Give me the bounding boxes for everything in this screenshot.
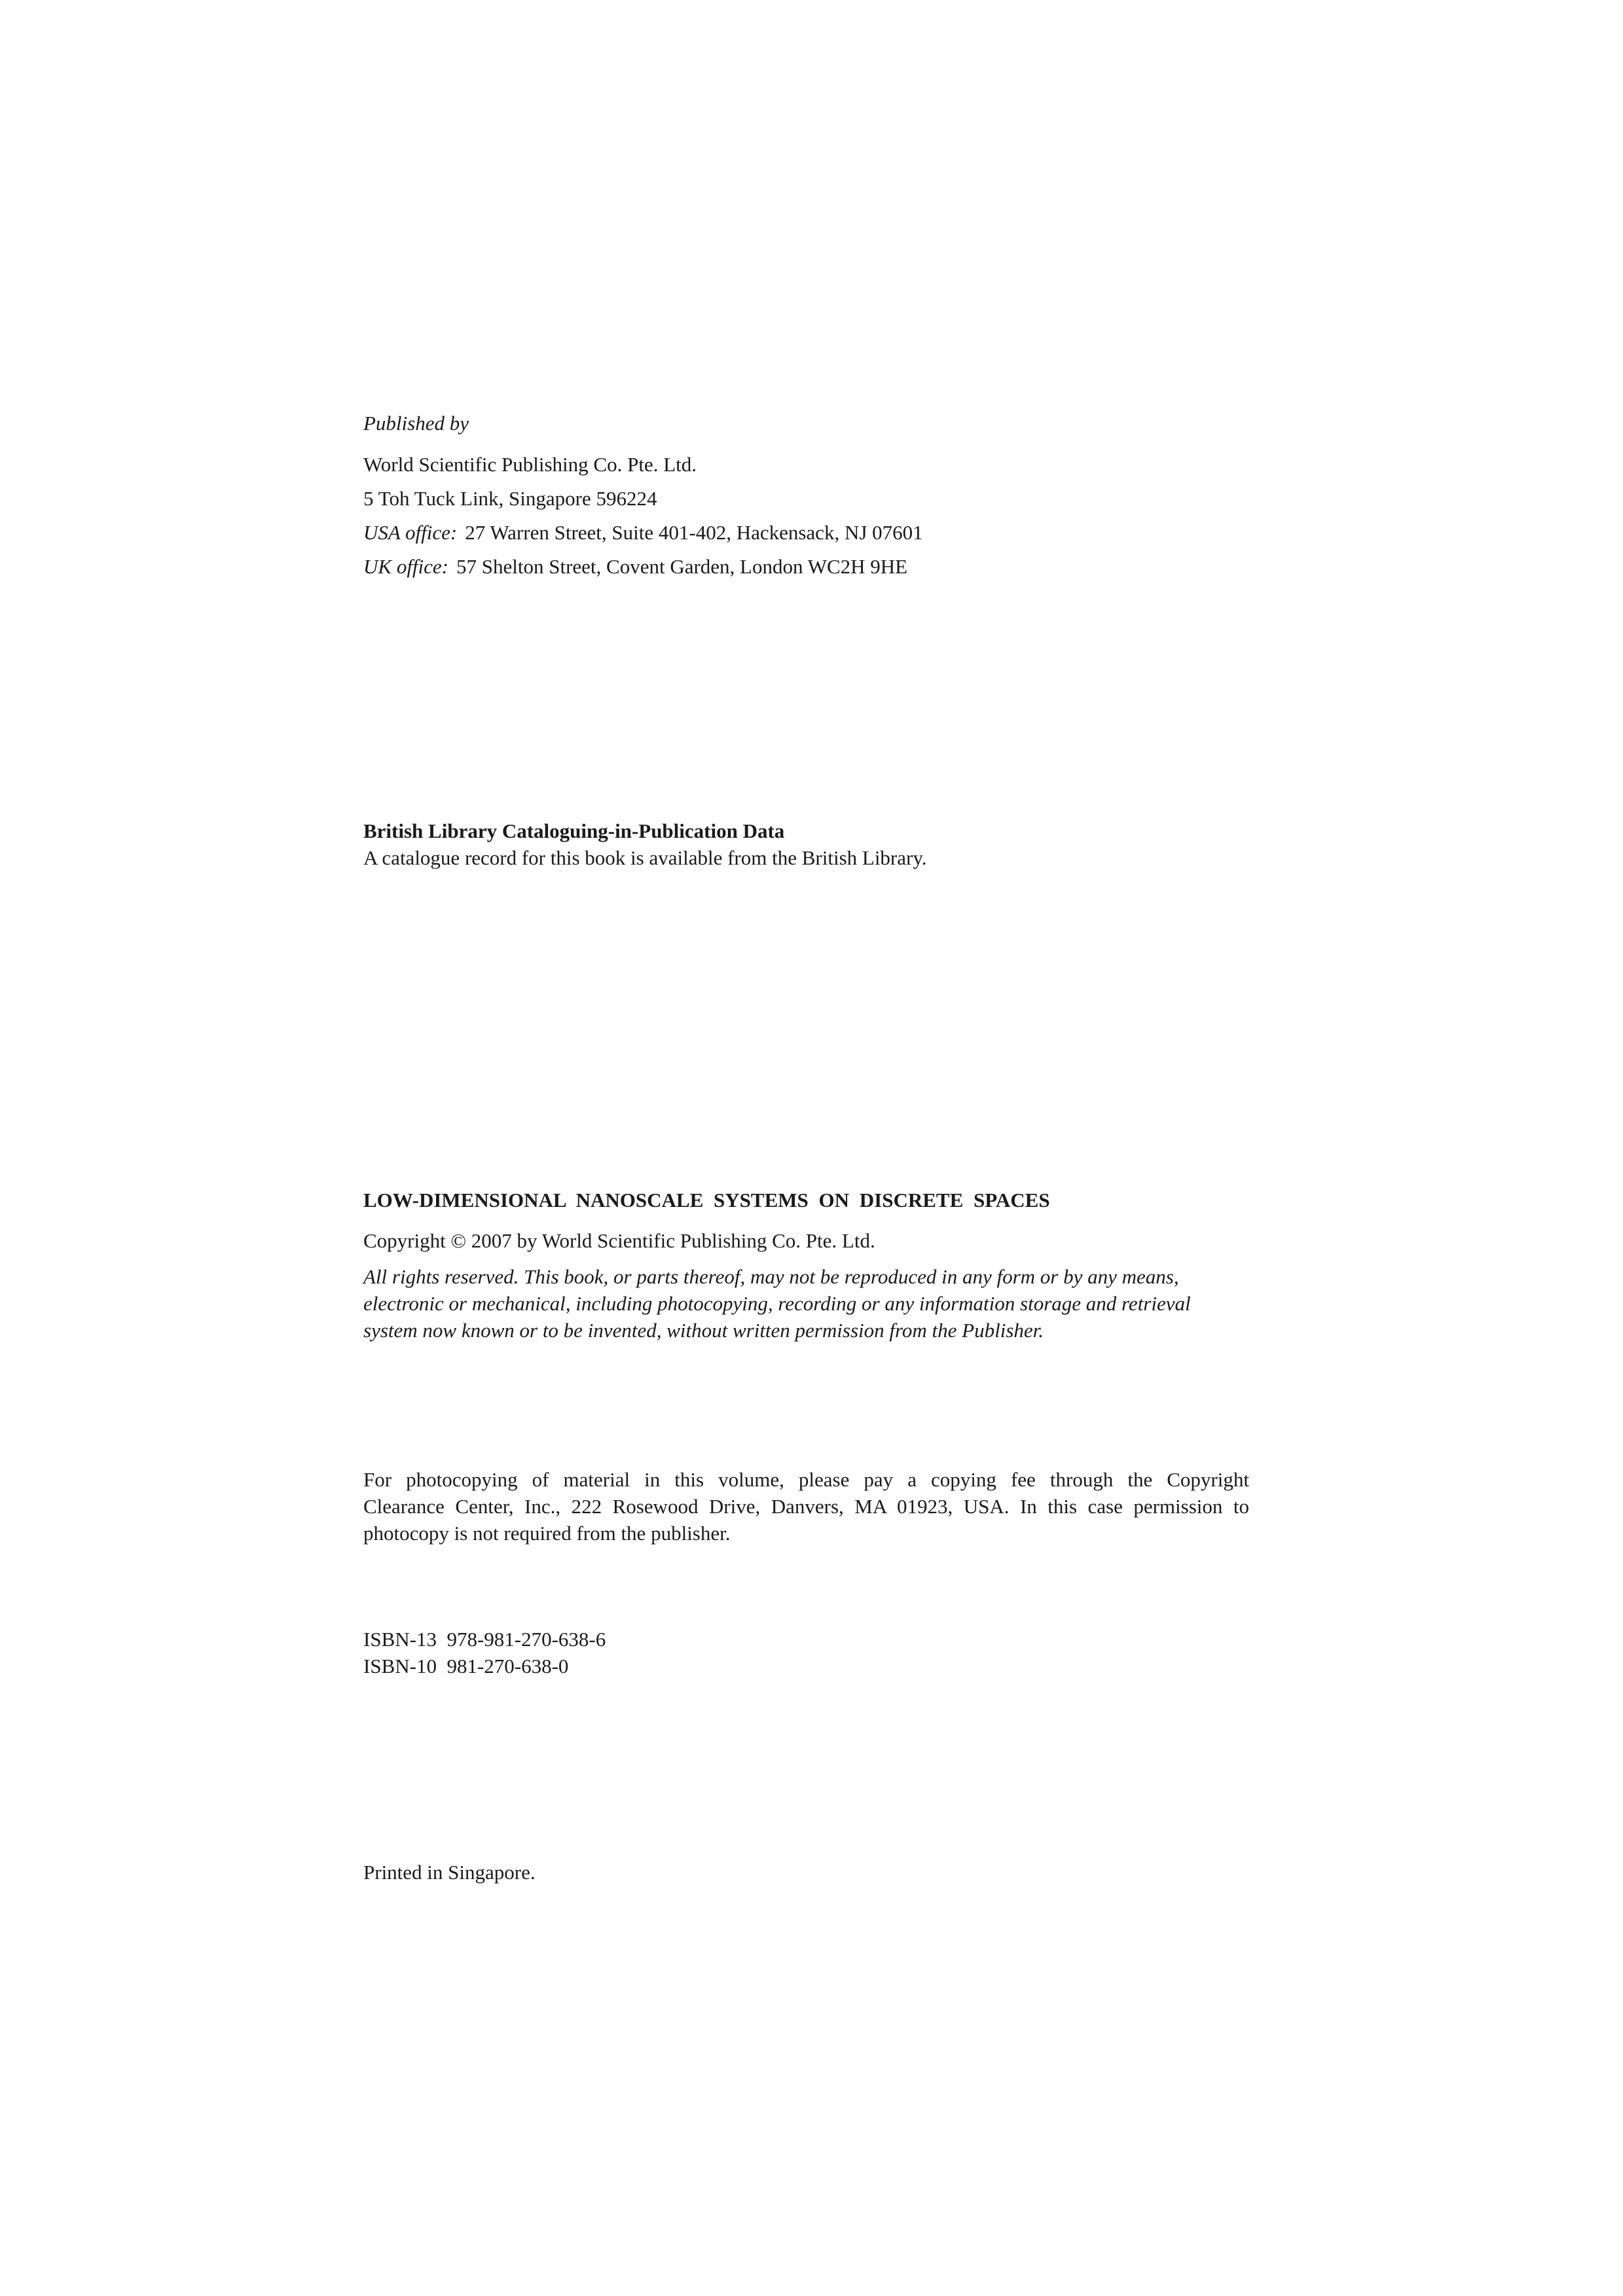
printed-in: Printed in Singapore. bbox=[363, 1861, 536, 1884]
published-by-label: Published by bbox=[363, 412, 469, 435]
rights-line-3: system now known or to be invented, without written permission from the Publisher. bbox=[363, 1319, 1044, 1342]
usa-office-label: USA office: bbox=[363, 521, 458, 544]
publisher-block bbox=[363, 410, 1249, 580]
copyright-block bbox=[363, 1187, 1249, 1344]
cip-text: A catalogue record for this book is available from the British Library. bbox=[363, 846, 927, 869]
photocopy-block bbox=[363, 1466, 1249, 1547]
printed-block bbox=[363, 1859, 1249, 1886]
isbn-10: ISBN-10 981-270-638-0 bbox=[363, 1655, 569, 1677]
photocopy-line-3: photocopy is not required from the publisher. bbox=[363, 1522, 731, 1545]
photocopy-line-1: For photocopying of material in this volume, please pay a copying fee through the Copyright bbox=[363, 1468, 1249, 1491]
publisher-address: 5 Toh Tuck Link, Singapore 596224 bbox=[363, 487, 657, 510]
rights-line-2: electronic or mechanical, including photocopying, recording or any information storage and retrieval bbox=[363, 1292, 1191, 1315]
usa-office-address: 27 Warren Street, Suite 401-402, Hackensack, NJ 07601 bbox=[465, 521, 923, 544]
copyright-line: Copyright © 2007 by World Scientific Publishing Co. Pte. Ltd. bbox=[363, 1229, 875, 1252]
uk-office-label: UK office: bbox=[363, 555, 448, 578]
photocopy-line-2: Clearance Center, Inc., 222 Rosewood Drive, Danvers, MA 01923, USA. In this case permission to bbox=[363, 1495, 1249, 1518]
usa-office-line bbox=[363, 519, 1249, 546]
isbn-block bbox=[363, 1626, 1249, 1679]
publisher-name: World Scientific Publishing Co. Pte. Ltd. bbox=[363, 453, 697, 476]
uk-office-line bbox=[363, 553, 1249, 580]
uk-office-address: 57 Shelton Street, Covent Garden, London WC2H 9HE bbox=[456, 555, 908, 578]
cip-block bbox=[363, 817, 1249, 871]
rights-line-1: All rights reserved. This book, or parts thereof, may not be reproduced in any form or by any means, bbox=[363, 1265, 1179, 1288]
isbn-13: ISBN-13 978-981-270-638-6 bbox=[363, 1628, 606, 1651]
cip-heading: British Library Cataloguing-in-Publication Data bbox=[363, 819, 785, 842]
book-title: LOW-DIMENSIONAL NANOSCALE SYSTEMS ON DISCRETE SPACES bbox=[363, 1189, 1050, 1211]
